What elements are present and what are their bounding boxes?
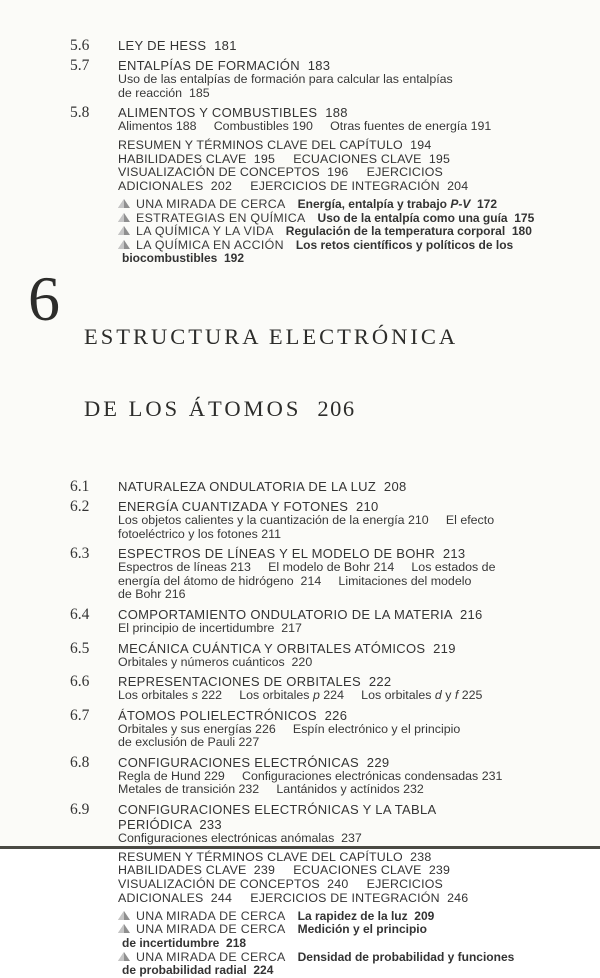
feature-description-cont: de incertidumbre 218 [122,936,247,951]
section-title-line2: PERIÓDICA 233 [118,817,222,833]
toc-section [70,38,586,53]
endmatter-line: ADICIONALES 202 EJERCICIOS DE INTEGRACIÓN 204 [118,179,469,194]
feature-item [118,910,586,924]
endmatter-line: VISUALIZACIÓN DE CONCEPTOS 240 EJERCICIOS [118,877,444,892]
toc-section [70,755,586,797]
section-number: 6.3 [70,545,90,563]
chapter-endmatter [118,139,586,194]
toc-section [70,674,586,703]
chapter-endmatter [118,851,586,906]
feature-description: Los retos científicos y políticos de los [295,237,514,252]
endmatter-line: ADICIONALES 244 EJERCICIOS DE INTEGRACIÓN 246 [118,891,469,906]
section-title: ESPECTROS DE LÍNEAS Y EL MODELO DE BOHR 213 [118,546,466,562]
section-subentry: de reacción 185 [118,85,210,100]
toc-section [70,58,586,100]
section-number: 6.9 [70,801,90,819]
feature-name: LA QUÍMICA Y LA VIDA [136,224,274,239]
section-number: 5.6 [70,37,90,54]
section-subentry: de exclusión de Pauli 227 [118,735,260,750]
feature-triangle-icon [118,911,130,920]
section-title: ÁTOMOS POLIELECTRÓNICOS 226 [118,707,348,723]
feature-name: UNA MIRADA DE CERCA [136,949,286,964]
section-subentry: Regla de Hund 229 Configuraciones electrónicas condensadas 231 [118,768,503,783]
feature-name: UNA MIRADA DE CERCA [136,922,286,937]
toc-section [70,708,586,750]
feature-name: UNA MIRADA DE CERCA [136,908,286,923]
feature-name: UNA MIRADA DE CERCA [136,196,286,211]
section-title: ENTALPÍAS DE FORMACIÓN 183 [118,58,331,73]
section-title: REPRESENTACIONES DE ORBITALES 222 [118,674,392,690]
chapter-heading [28,262,586,469]
section-number: 6.4 [70,605,90,623]
section-title: MECÁNICA CUÁNTICA Y ORBITALES ATÓMICOS 219 [118,640,456,656]
endmatter-line: VISUALIZACIÓN DE CONCEPTOS 196 EJERCICIOS [118,165,444,180]
feature-description-cont: biocombustibles 192 [122,251,245,266]
section-subentry: Los objetos calientes y la cuantización de la energía 210 El efecto [118,512,495,527]
section-subentry: Alimentos 188 Combustibles 190 Otras fuentes de energía 191 [118,119,492,134]
section-subentry: Los orbitales s 222 Los orbitales p 224 Los orbitales d y f 225 [118,688,483,703]
section-title: ENERGÍA CUANTIZADA Y FOTONES 210 [118,498,379,514]
chapter-title [84,274,458,469]
section-number: 6.7 [70,706,90,724]
feature-description: Uso de la entalpía como una guía 175 [317,210,535,225]
feature-triangle-icon [118,924,130,933]
feature-name: ESTRATEGIAS EN QUÍMICA [136,210,306,225]
chapter-title-line2: DE LOS ÁTOMOS 206 [84,395,356,421]
section-title: ALIMENTOS Y COMBUSTIBLES 188 [118,105,348,121]
section-number: 5.8 [70,104,90,122]
toc-section [70,607,586,636]
feature-description-cont: de probabilidad radial 224 [122,963,274,978]
section-subentry: Orbitales y números cuánticos 220 [118,654,313,669]
feature-item [118,225,586,239]
toc-section [70,105,586,134]
section-title: LEY DE HESS 181 [118,38,237,53]
section-number: 6.6 [70,673,90,691]
chapter-page-number: 206 [317,395,356,421]
endmatter-line: HABILIDADES CLAVE 195 ECUACIONES CLAVE 195 [118,151,451,166]
feature-name: LA QUÍMICA EN ACCIÓN [136,237,284,252]
chapter-number: 6 [28,262,60,334]
section-number: 6.1 [70,477,90,495]
toc-section [70,641,586,670]
section-subentry: Uso de las entalpías de formación para calcular las entalpías [118,72,453,86]
section-title: NATURALEZA ONDULATORIA DE LA LUZ 208 [118,478,407,494]
endmatter-line: HABILIDADES CLAVE 239 ECUACIONES CLAVE 239 [118,863,451,878]
section-title: COMPORTAMIENTO ONDULATORIO DE LA MATERIA 216 [118,606,483,622]
feature-triangle-icon [118,952,130,961]
section-number: 6.5 [70,639,90,657]
section-subentry: de Bohr 216 [118,587,186,602]
endmatter-line: RESUMEN Y TÉRMINOS CLAVE DEL CAPÍTULO 238 [118,849,432,864]
feature-description: Medición y el principio [297,922,427,937]
feature-triangle-icon [118,226,130,235]
section-subentry: energía del átomo de hidrógeno 214 Limitaciones del modelo [118,573,472,588]
toc-section [70,802,586,846]
feature-item [118,923,586,950]
section-title: CONFIGURACIONES ELECTRÓNICAS 229 [118,754,390,770]
feature-item [118,951,586,978]
chapter-feature-list [118,198,586,266]
feature-description: Regulación de la temperatura corporal 180 [285,224,532,239]
section-title: CONFIGURACIONES ELECTRÓNICAS Y LA TABLA [118,802,437,818]
feature-triangle-icon [118,213,130,222]
section-subentry: fotoeléctrico y los fotones 211 [118,526,282,541]
section-number: 6.8 [70,753,90,771]
feature-triangle-icon [118,240,130,249]
chapter-feature-list [118,910,586,978]
feature-description: Energía, entalpía y trabajo P-V 172 [297,196,498,211]
feature-item [118,239,586,266]
section-subentry: El principio de incertidumbre 217 [118,620,302,635]
section-subentry: Metales de transición 232 Lantánidos y actínidos 232 [118,782,424,797]
endmatter-line: RESUMEN Y TÉRMINOS CLAVE DEL CAPÍTULO 194 [118,137,432,152]
section-number: 6.2 [70,497,90,515]
feature-triangle-icon [118,199,130,208]
feature-item [118,198,586,212]
page-bottom-edge [0,846,600,849]
feature-description: La rapidez de la luz 209 [297,908,435,923]
feature-description: Densidad de probabilidad y funciones [297,949,515,964]
toc-section [70,546,586,602]
toc-section [70,479,586,494]
section-subentry: Orbitales y sus energías 226 Espín electrónico y el principio [118,721,461,736]
chapter-title-line1: ESTRUCTURA ELECTRÓNICA [84,323,459,349]
toc-section [70,499,586,541]
section-subentry: Configuraciones electrónicas anómalas 237 [118,831,362,846]
section-number: 5.7 [70,57,90,74]
section-subentry: Espectros de líneas 213 El modelo de Bohr 214 Los estados de [118,560,496,575]
